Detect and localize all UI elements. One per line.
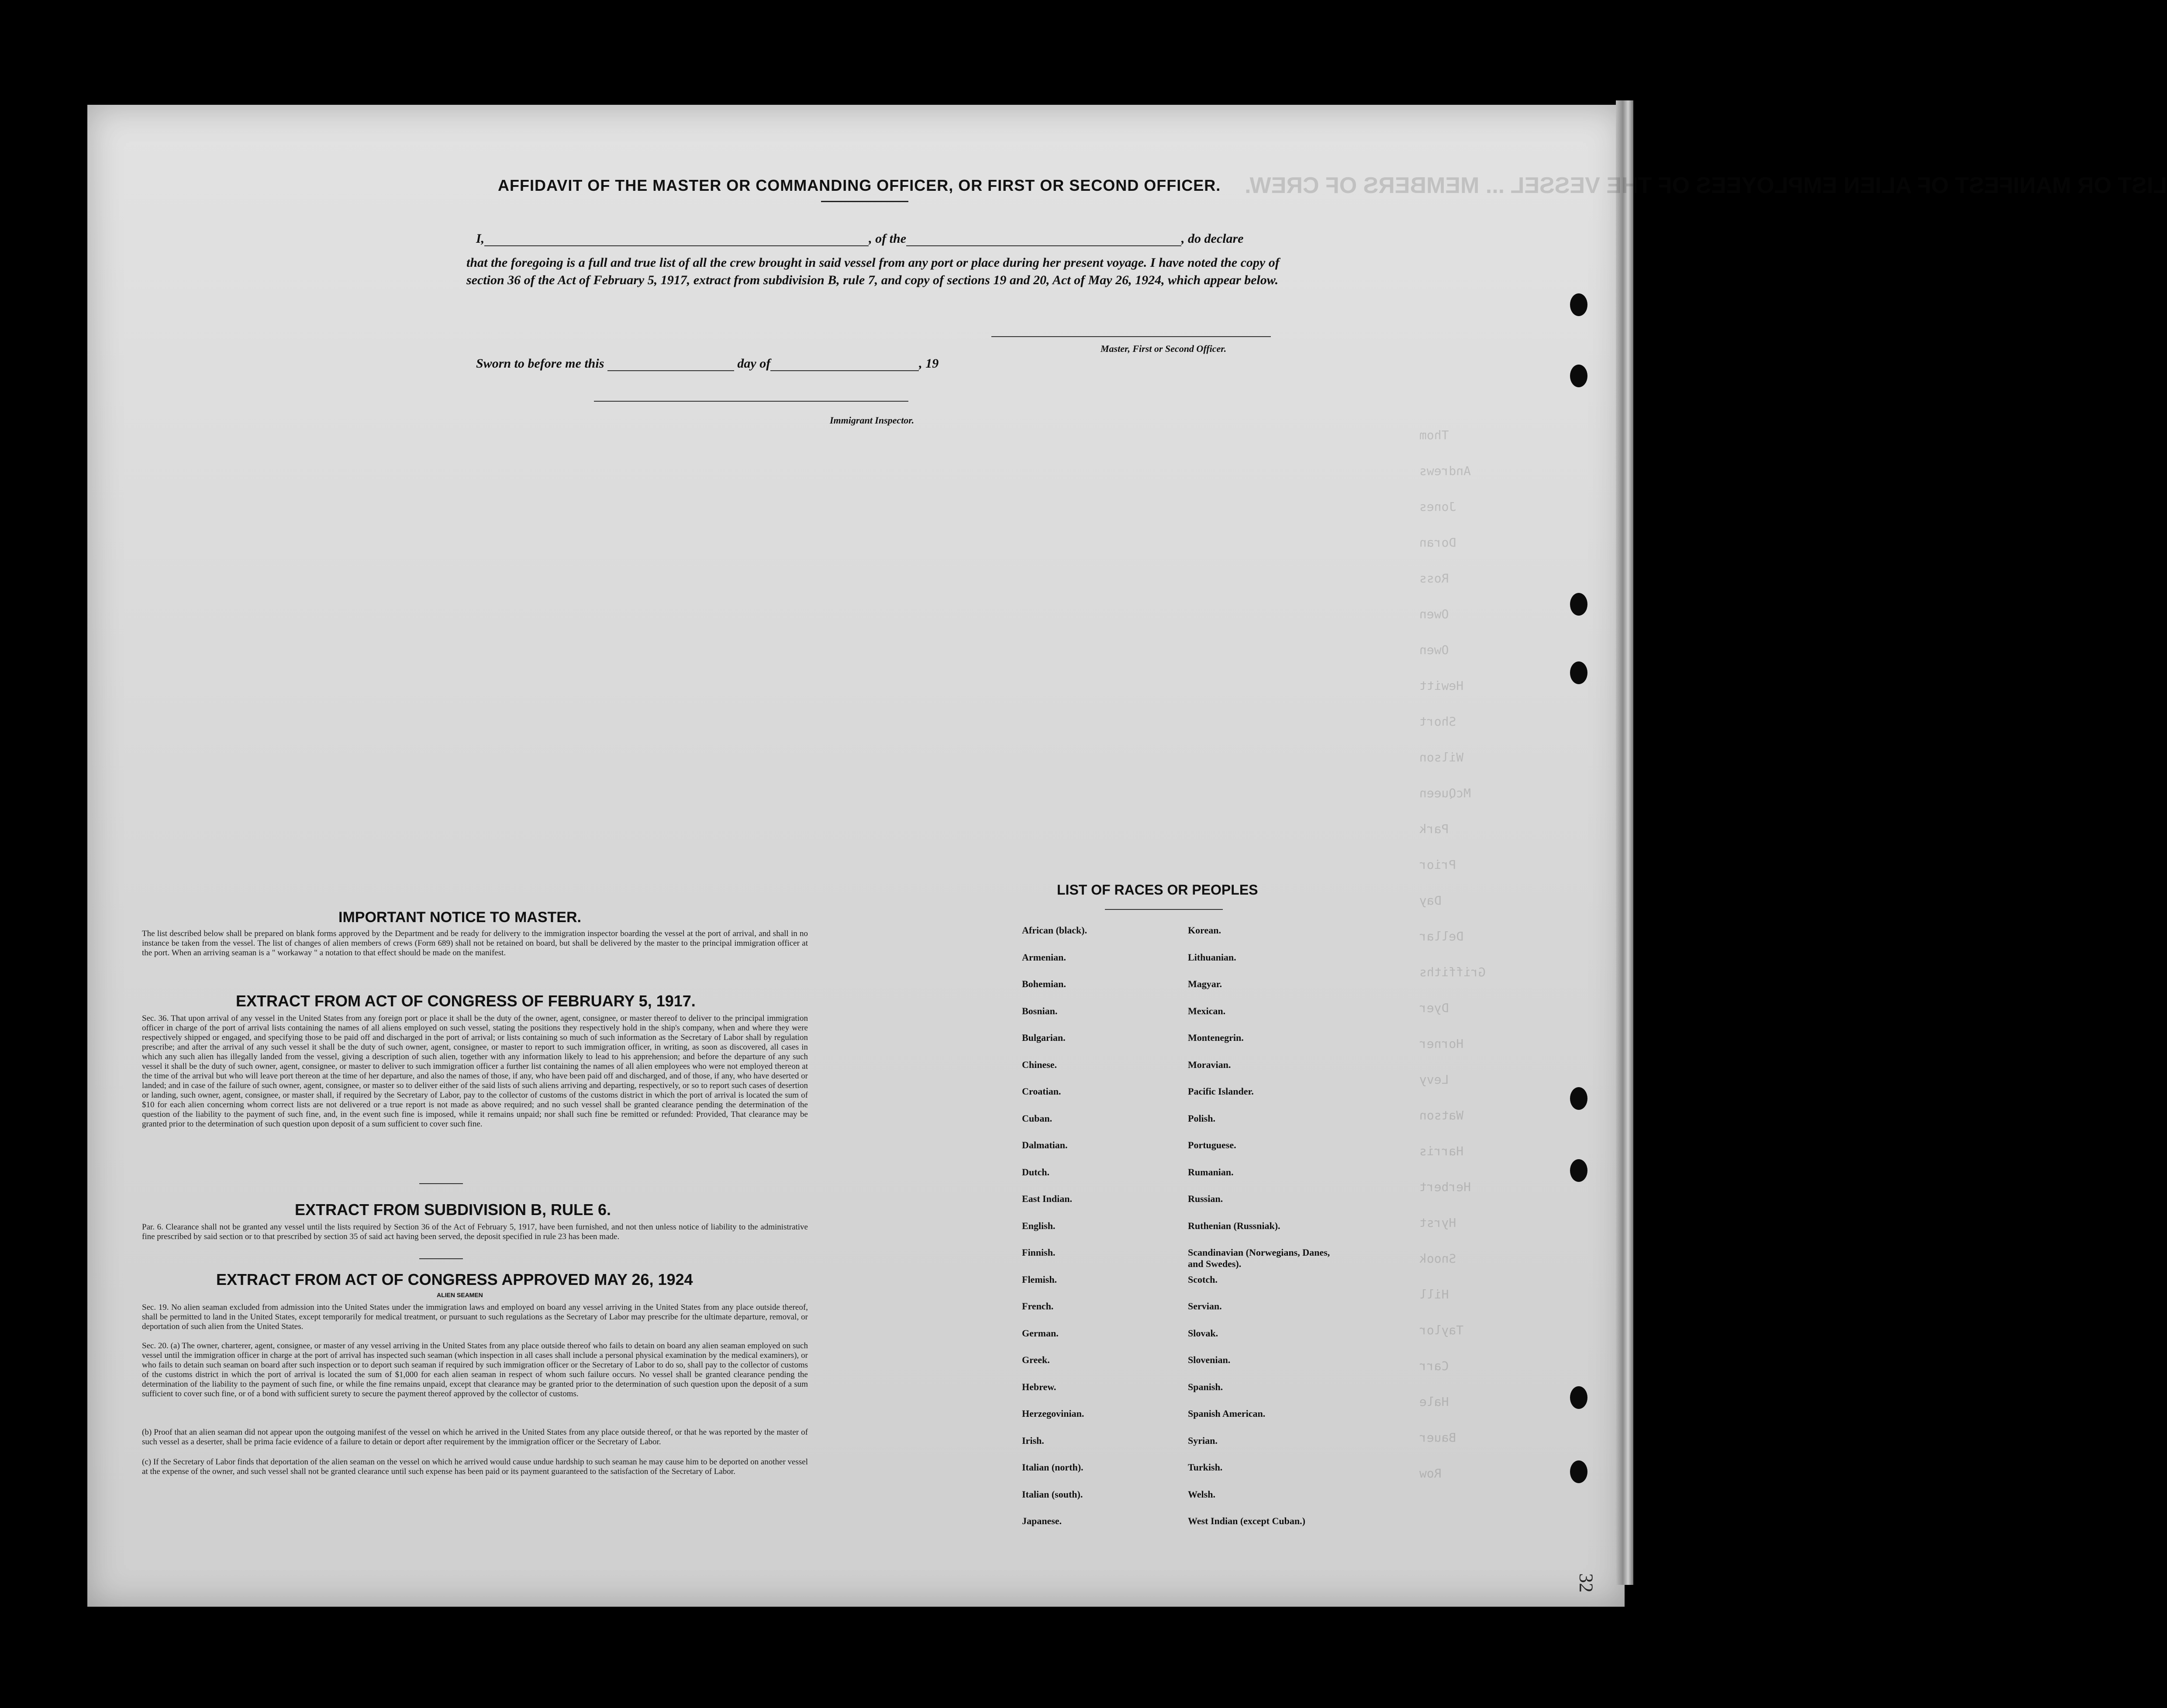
vessel-blank[interactable] [906, 245, 1181, 246]
bleed-through-surname: Jones [1419, 499, 1456, 514]
race-item: Bohemian. [1022, 978, 1066, 989]
race-item: Irish. [1022, 1435, 1044, 1446]
bleed-through-surname: Wilson [1419, 750, 1464, 764]
race-item: Russian. [1188, 1193, 1223, 1204]
race-item: Spanish. [1188, 1381, 1223, 1392]
race-item: Rumanian. [1188, 1166, 1234, 1178]
bleed-through-surname: Watson [1419, 1108, 1464, 1123]
bleed-through-surname: McQueen [1419, 786, 1471, 800]
signature-line[interactable] [991, 336, 1271, 337]
race-item: Dalmatian. [1022, 1140, 1068, 1150]
race-item: Herzegovinian. [1022, 1408, 1084, 1419]
race-item: French. [1022, 1301, 1054, 1312]
bleed-through-surname: Griffiths [1419, 965, 1486, 979]
sworn-label: Sworn to before me this [476, 356, 604, 371]
year-label: , 19 [919, 356, 939, 371]
race-item: Mexican. [1188, 1005, 1226, 1016]
races-heading: LIST OF RACES OR PEOPLES [1057, 882, 1258, 898]
inspector-label: Immigrant Inspector. [830, 415, 914, 426]
sec20b-text: (b) Proof that an alien seaman did not appear upon the outgoing manifest of the vessel on which he arrived in the United States from any place outside thereof, or that he was reported by the master of such vessel as a deserter, shall be prima facie evidence of a failure to detain or deport after requirement by the immigration officer or the Secretary of Labor. [142, 1428, 808, 1446]
name-blank[interactable] [484, 245, 869, 246]
race-item: Magyar. [1188, 978, 1222, 989]
race-item: Slovak. [1188, 1327, 1218, 1339]
day-blank[interactable] [607, 370, 734, 371]
bleed-through-surname: Short [1419, 714, 1456, 729]
bleed-through-surname: Ross [1419, 571, 1449, 585]
sec20c-text: (c) If the Secretary of Labor finds that deportation of the alien seaman on the vessel on which he arrived would cause undue hardship to such seaman he may cause him to be deported on another vessel at the expense of the owner, and such vessel shall not be granted clearance until such expense has been paid or its payment guaranteed to the satisfaction of the Secretary of Labor. [142, 1457, 808, 1476]
bleed-through-surname: Dyer [1419, 1001, 1449, 1015]
race-item: Scandinavian (Norwegians, Danes, and Swedes). [1188, 1247, 1330, 1269]
bleed-through-surname: Row [1419, 1466, 1442, 1481]
race-item: Croatian. [1022, 1086, 1061, 1097]
alien-seamen-subheading: ALIEN SEAMEN [437, 1291, 483, 1298]
bleed-through-surname: Dellar [1419, 929, 1464, 944]
race-item: Flemish. [1022, 1274, 1057, 1285]
bleed-through-surname: Levy [1419, 1072, 1449, 1087]
bleed-through-surname: Herbert [1419, 1180, 1471, 1194]
signature-label: Master, First or Second Officer. [1101, 343, 1227, 354]
section-rule [419, 1183, 463, 1184]
sec19-text: Sec. 19. No alien seaman excluded from admission into the United States under the immigration laws and employed on board any vessel arriving in the United States from any place outside thereof, shall be permitted to land in the United States, except temporarily for medical treatment, or pursuant to such regulations as the Secretary of Labor may prescribe for the ultimate departure, removal, or deportation of such alien from the United States. [142, 1303, 808, 1331]
bleed-through-title: LIST OR MANIFEST OF ALIEN EMPLOYEES OF THE VESSEL ... MEMBERS OF CREW. [1245, 173, 2167, 198]
extract-1917-text: Sec. 36. That upon arrival of any vessel in the United States from any foreign port or place it shall be the duty of the owner, agent, consignee, or master thereof to deliver to the principal immigration officer in charge of the port of arrival lists containing the names of all aliens employed on such vessel, stating the positions they respectively hold in the ship's company, when and where they were respectively shipped or engaged, and specifying those to be paid off and discharged in the port of arrival; or lists containing so much of such information as the Secretary of Labor shall by regulation prescribe; and after the arrival of any such vessel it shall be the duty of such owner, agent, consignee, or master to report to such immigration officer, in writing, as soon as discovered, all cases in which any such alien has illegally landed from the vessel, giving a description of such alien, together with any information likely to lead to his apprehension; and before the departure of any such vessel it shall be the duty of such owner, agent, consignee, or master to deliver to such immigration officer a further list containing the names of all alien employees who were not employed thereon at the time of the arrival but who will leave port thereon at the time of her departure, and also the names of those, if any, who have been paid off and discharged, and of those, if any, who have deserted or landed; and in case of the failure of such owner, agent, consignee, or master so to deliver either of the said lists of such aliens arriving and departing, respectively, or so to report such cases of desertion or landing, such owner, agent, consignee, or master shall, if required by the Secretary of Labor, pay to the collector of customs of the customs district in which the port of arrival is located the sum of $10 for each alien concerning whom correct lists are not delivered or a true report is not made as above required; and no such vessel shall be granted clearance pending the determination of the question of the liability to the payment of such fine, and, in the event such fine is imposed, while it remains unpaid; nor shall such fine be remitted or refunded: Provided, That clearance may be granted prior to the determination of such question upon deposit of a sum sufficient to cover such fine. [142, 1014, 808, 1129]
race-item: Welsh. [1188, 1488, 1215, 1500]
bleed-through-surname: Hyrst [1419, 1216, 1456, 1230]
race-item: Armenian. [1022, 951, 1066, 963]
rule6-text: Par. 6. Clearance shall not be granted any vessel until the lists required by Section 36 of the Act of February 5, 1917, have been furnished, and not then unless notice of liability to the administrative fine prescribed by said section or to that prescribed by section 35 of said act having been served, the deposit specified in rule 23 has been made. [142, 1222, 808, 1241]
notice-heading: IMPORTANT NOTICE TO MASTER. [338, 909, 581, 926]
race-item: Ruthenian (Russniak). [1188, 1220, 1280, 1231]
page-number: 32 [1575, 1573, 1597, 1593]
race-item: Polish. [1188, 1112, 1215, 1124]
binder-hole [1570, 1386, 1587, 1409]
race-item: East Indian. [1022, 1193, 1072, 1204]
declaration-text: that the foregoing is a full and true list of all the crew brought in said vessel from any port or place during her present voyage. I have noted the copy of section 36 of the Act of February 5, 1917, extract from subdivision B, rule 7, and copy of sections 19 and 20, Act of May 26, 1924, which appear below. [466, 255, 1280, 287]
race-item: Dutch. [1022, 1166, 1049, 1178]
bleed-through-surname: Owen [1419, 607, 1449, 621]
race-item: Spanish American. [1188, 1408, 1266, 1419]
race-item: Slovenian. [1188, 1354, 1231, 1365]
race-item: Bosnian. [1022, 1005, 1058, 1016]
extract-1924-heading: EXTRACT FROM ACT OF CONGRESS APPROVED MAY 26, 1924 [216, 1271, 693, 1288]
do-declare-label: , do declare [1181, 231, 1244, 246]
stacked-page-edge [1616, 100, 1633, 1585]
day-of-label: day of [737, 356, 771, 371]
bleed-through-surname: Park [1419, 822, 1449, 836]
affidavit-title: AFFIDAVIT OF THE MASTER OR COMMANDING OFFICER, OR FIRST OR SECOND OFFICER. [498, 176, 1221, 194]
race-item: Italian (south). [1022, 1488, 1083, 1500]
race-item: Hebrew. [1022, 1381, 1056, 1392]
race-item: English. [1022, 1220, 1056, 1231]
binder-hole [1570, 1087, 1587, 1110]
race-item: Servian. [1188, 1301, 1222, 1312]
binder-hole [1570, 365, 1587, 387]
declaration-line [476, 231, 1243, 246]
race-item: Italian (north). [1022, 1462, 1084, 1473]
bleed-through-surname: Andrews [1419, 464, 1471, 478]
race-item: Pacific Islander. [1188, 1086, 1254, 1097]
race-item: Greek. [1022, 1354, 1050, 1365]
sworn-line [476, 356, 939, 371]
race-item: Cuban. [1022, 1112, 1052, 1124]
rule6-heading: EXTRACT FROM SUBDIVISION B, RULE 6. [295, 1201, 611, 1219]
section-rule [419, 1258, 463, 1259]
of-the-label: , of the [869, 231, 907, 246]
inspector-signature-line[interactable] [594, 401, 908, 402]
race-item: West Indian (except Cuban.) [1188, 1515, 1305, 1526]
race-item: Chinese. [1022, 1059, 1057, 1070]
bleed-through-surname: Day [1419, 893, 1442, 908]
bleed-through-surname: Horner [1419, 1037, 1464, 1051]
race-item: Moravian. [1188, 1059, 1231, 1070]
binder-hole [1570, 293, 1587, 316]
race-item: Finnish. [1022, 1247, 1056, 1258]
bleed-through-surname: Prior [1419, 857, 1456, 872]
bleed-through-surname: Thom [1419, 428, 1449, 442]
race-item: German. [1022, 1327, 1059, 1339]
binder-hole [1570, 1460, 1587, 1483]
bleed-through-surname: Hill [1419, 1287, 1449, 1302]
notice-text: The list described below shall be prepared on blank forms approved by the Department and be ready for delivery to the immigration inspector boarding the vessel at the port of arrival, and shall in no instance be taken from the vessel. The list of changes of alien members of crews (Form 689) shall not be retained on board, but shall be delivered by the master to the principal immigration officer at the port. When an arriving seaman is a " workaway " a notation to that effect should be made on the manifest. [142, 929, 808, 957]
race-item: Korean. [1188, 925, 1221, 936]
bleed-through-surname: Harris [1419, 1144, 1464, 1158]
binder-hole [1570, 593, 1587, 616]
race-item: Scotch. [1188, 1274, 1218, 1285]
race-item: Syrian. [1188, 1435, 1218, 1446]
race-item: Turkish. [1188, 1462, 1223, 1473]
title-rule [821, 201, 908, 202]
race-item: Lithuanian. [1188, 951, 1236, 963]
sec20a-text: Sec. 20. (a) The owner, charterer, agent, consignee, or master of any vessel arriving in the United States from any place outside thereof who fails to detain on board any alien seaman employed on such vessel until the immigration officer in charge at the port of arrival has inspected such seaman (which inspection in all cases shall include a personal physical examination by the medical examiners), or who fails to detain such seaman on board after such inspection or to deport such seaman if required by such immigration officer or the Secretary of Labor to do so, shall pay to the collector of customs of the customs district in which the port of arrival is located the sum of $1,000 for each alien seaman in respect of whom such failure occurs. No vessel shall be granted clearance pending the determination of the liability to the payment of such fine, or while the fine remains unpaid, except that clearance may be granted prior to the determination of such question upon the deposit of a sum sufficient to cover such fine, or of a bond with sufficient surety to secure the payment thereof approved by the collector of customs. [142, 1341, 808, 1398]
i-label: I, [476, 231, 485, 246]
bleed-through-surname: Bauer [1419, 1430, 1456, 1445]
month-blank[interactable] [770, 370, 919, 371]
race-item: African (black). [1022, 925, 1087, 936]
bleed-through-surname: Carr [1419, 1359, 1449, 1373]
race-item: Japanese. [1022, 1515, 1062, 1526]
bleed-through-surname: Doran [1419, 535, 1456, 550]
binder-hole [1570, 661, 1587, 684]
bleed-through-surname: Taylor [1419, 1323, 1464, 1337]
extract-1917-heading: EXTRACT FROM ACT OF CONGRESS OF FEBRUARY 5, 1917. [236, 992, 696, 1010]
bleed-through-surname: Snook [1419, 1251, 1456, 1266]
race-item: Montenegrin. [1188, 1032, 1244, 1043]
race-item: Bulgarian. [1022, 1032, 1066, 1043]
binder-hole [1570, 1159, 1587, 1182]
bleed-through-surname: Hewitt [1419, 678, 1464, 693]
bleed-through-surname: Owen [1419, 643, 1449, 657]
race-item: Portuguese. [1188, 1140, 1236, 1150]
bleed-through-surname: Hale [1419, 1395, 1449, 1409]
races-rule [1105, 909, 1223, 910]
